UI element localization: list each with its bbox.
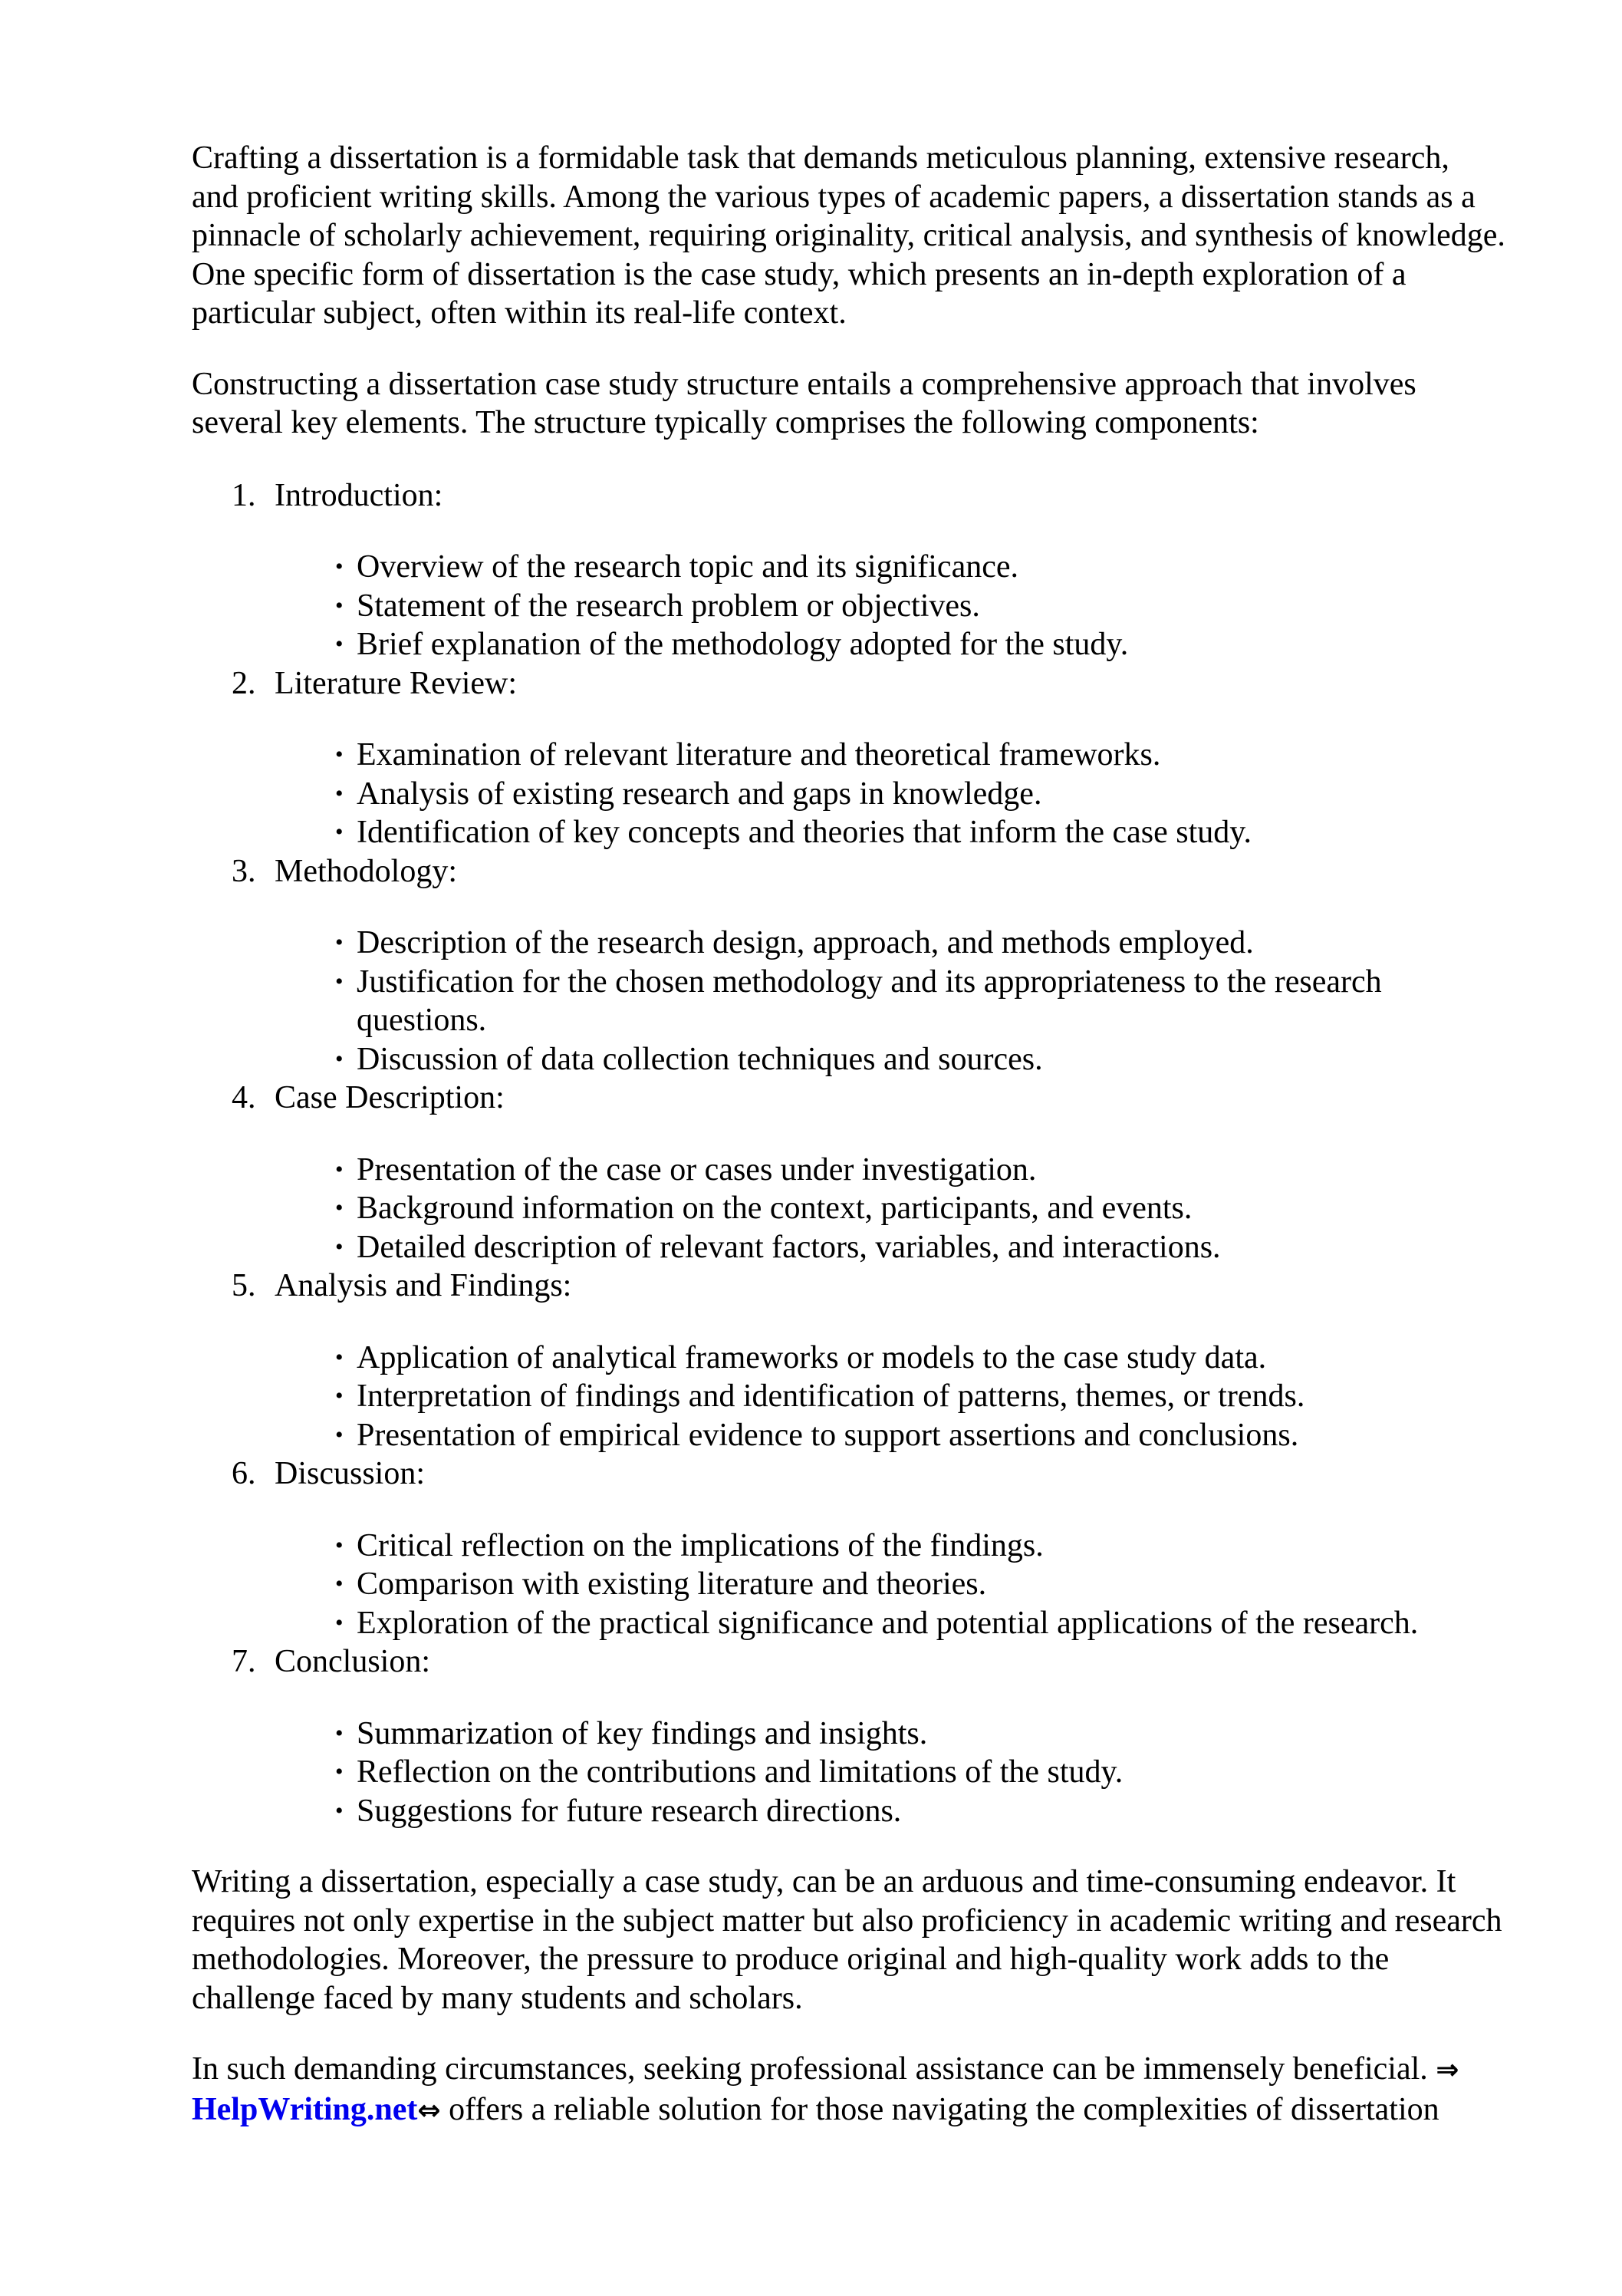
sub-list (192, 1151, 1572, 1267)
list-item (192, 1189, 1572, 1228)
component-number: 1. (232, 477, 256, 513)
list-item (192, 1151, 1572, 1190)
component-methodology (192, 852, 1572, 1079)
component-heading (192, 1267, 1572, 1306)
list-item-text: Exploration of the practical significance and potential applications of the research. (357, 1605, 1419, 1641)
sub-list (192, 736, 1572, 852)
bullet-icon: • (335, 780, 344, 806)
list-item-text: Presentation of the case or cases under investigation. (357, 1151, 1037, 1188)
list-item-text: Discussion of data collection techniques and sources. (357, 1041, 1043, 1077)
bullet-icon: • (335, 1571, 344, 1596)
bullet-icon: • (335, 1797, 344, 1823)
component-title: Conclusion: (275, 1644, 431, 1679)
bullet-icon: • (335, 1421, 344, 1448)
text-line: Constructing a dissertation case study structure entails a comprehensive approach that involves (192, 366, 1416, 402)
sub-list (192, 548, 1572, 664)
list-item (192, 775, 1572, 814)
list-item (192, 625, 1572, 664)
bullet-icon: • (335, 968, 344, 994)
list-item-text-continued: questions. (357, 1003, 487, 1038)
bullet-icon: • (335, 1046, 344, 1072)
component-title: Discussion: (275, 1456, 426, 1491)
list-item-text: Background information on the context, participants, and events. (357, 1191, 1193, 1226)
component-heading (192, 852, 1572, 891)
component-conclusion (192, 1642, 1572, 1830)
list-item-text: Identification of key concepts and theories that inform the case study. (357, 815, 1252, 850)
components-list (192, 476, 1572, 1831)
component-introduction (192, 476, 1572, 664)
list-item-text: Description of the research design, approach, and methods employed. (357, 925, 1254, 960)
component-title: Introduction: (275, 477, 443, 513)
list-item (192, 1416, 1572, 1455)
list-item (192, 813, 1572, 852)
list-item (192, 548, 1572, 587)
component-number: 4. (232, 1080, 256, 1115)
text-line: and proficient writing skills. Among the various types of academic papers, a dissertation stands as a (192, 179, 1476, 215)
left-right-arrow-icon: ⇔ (417, 2094, 441, 2126)
component-analysis-findings (192, 1267, 1572, 1454)
list-item (192, 1604, 1572, 1643)
text-line: Writing a dissertation, especially a case study, can be an arduous and time-consuming endeavor. It (192, 1864, 1456, 1899)
list-item (192, 1792, 1572, 1831)
bullet-icon: • (335, 1195, 344, 1220)
list-item-text: Overview of the research topic and its significance. (357, 549, 1018, 585)
text-line: pinnacle of scholarly achievement, requiring originality, critical analysis, and synthesis of knowledge. (192, 218, 1505, 253)
text-line: requires not only expertise in the subject matter but also proficiency in academic writing and research (192, 1902, 1502, 1939)
helpwriting-link[interactable]: HelpWriting.net (192, 2091, 418, 2127)
component-discussion (192, 1454, 1572, 1642)
document-page (192, 139, 1572, 2130)
list-item (192, 1339, 1572, 1378)
bullet-icon: • (335, 1344, 344, 1370)
component-heading (192, 1642, 1572, 1682)
list-item-text: Comparison with existing literature and theories. (357, 1566, 987, 1602)
text-line (192, 2050, 1572, 2090)
list-item (192, 924, 1572, 963)
component-literature-review (192, 664, 1572, 852)
closing-text-continued: offers a reliable solution for those navigating the complexities of dissertation (449, 2091, 1439, 2127)
list-item-text: Critical reflection on the implications of the findings. (357, 1527, 1044, 1563)
bullet-icon: • (335, 1532, 344, 1558)
bullet-icon: • (335, 1759, 344, 1784)
text-line: several key elements. The structure typically comprises the following components: (192, 405, 1259, 440)
intro-paragraph (192, 139, 1572, 333)
component-number: 6. (232, 1456, 256, 1491)
list-item (192, 1753, 1572, 1792)
bullet-icon: • (335, 1720, 344, 1746)
bullet-icon: • (335, 930, 344, 955)
component-title: Analysis and Findings: (275, 1268, 572, 1303)
component-heading (192, 1454, 1572, 1494)
list-item-text: Suggestions for future research directions. (357, 1793, 902, 1829)
list-item (192, 963, 1572, 1040)
text-line: particular subject, often within its real-life context. (192, 295, 847, 331)
bullet-icon: • (335, 631, 344, 657)
bullet-icon: • (335, 554, 344, 579)
sub-list (192, 1715, 1572, 1831)
component-title: Literature Review: (275, 665, 518, 701)
list-item (192, 1527, 1572, 1566)
list-item (192, 1377, 1572, 1416)
list-item (192, 1228, 1572, 1267)
bullet-icon: • (335, 1609, 344, 1636)
list-item-text: Presentation of empirical evidence to support assertions and conclusions. (357, 1417, 1299, 1453)
closing-text: In such demanding circumstances, seeking professional assistance can be immensely beneficial. (192, 2051, 1428, 2087)
list-item-text: Application of analytical frameworks or models to the case study data. (357, 1339, 1267, 1375)
list-item-text: Interpretation of findings and identification of patterns, themes, or trends. (357, 1379, 1305, 1414)
component-heading (192, 664, 1572, 703)
closing-paragraph (192, 2050, 1572, 2130)
bullet-icon: • (335, 1234, 344, 1260)
bullet-icon: • (335, 819, 344, 845)
writing-paragraph (192, 1863, 1572, 2018)
list-item-text: Detailed description of relevant factors, variables, and interactions. (357, 1229, 1221, 1265)
list-item-text: Brief explanation of the methodology adopted for the study. (357, 627, 1129, 662)
component-title: Methodology: (275, 853, 457, 889)
list-item-text: Statement of the research problem or objectives. (357, 588, 980, 624)
list-item-text: Reflection on the contributions and limitations of the study. (357, 1754, 1124, 1790)
component-heading (192, 1079, 1572, 1118)
text-line: challenge faced by many students and scholars. (192, 1980, 803, 2016)
component-number: 5. (232, 1268, 256, 1303)
list-item-text: Examination of relevant literature and theoretical frameworks. (357, 737, 1161, 772)
component-case-description (192, 1079, 1572, 1267)
list-item (192, 736, 1572, 775)
component-title: Case Description: (275, 1080, 505, 1115)
component-number: 3. (232, 853, 256, 889)
list-item-text: Justification for the chosen methodology and its appropriateness to the research (357, 964, 1382, 1000)
bullet-icon: • (335, 742, 344, 767)
text-line: Crafting a dissertation is a formidable task that demands meticulous planning, extensive research, (192, 140, 1449, 176)
component-heading (192, 476, 1572, 516)
text-line: methodologies. Moreover, the pressure to produce original and high-quality work adds to the (192, 1942, 1390, 1977)
sub-list (192, 924, 1572, 1079)
list-item-text: Analysis of existing research and gaps in knowledge. (357, 776, 1042, 812)
text-line (192, 2090, 1572, 2131)
list-item (192, 1715, 1572, 1754)
bullet-icon: • (335, 1156, 344, 1182)
list-item (192, 1040, 1572, 1079)
component-number: 7. (232, 1644, 256, 1679)
sub-list (192, 1339, 1572, 1455)
text-line: One specific form of dissertation is the case study, which presents an in-depth exploration of a (192, 256, 1407, 292)
list-item-text: Summarization of key findings and insights. (357, 1715, 928, 1751)
list-item (192, 587, 1572, 626)
list-item (192, 1565, 1572, 1604)
component-number: 2. (232, 665, 256, 701)
right-arrow-icon: ⇒ (1436, 2054, 1459, 2086)
bullet-icon: • (335, 1383, 344, 1408)
structure-paragraph (192, 365, 1572, 443)
bullet-icon: • (335, 592, 344, 618)
sub-list (192, 1527, 1572, 1643)
